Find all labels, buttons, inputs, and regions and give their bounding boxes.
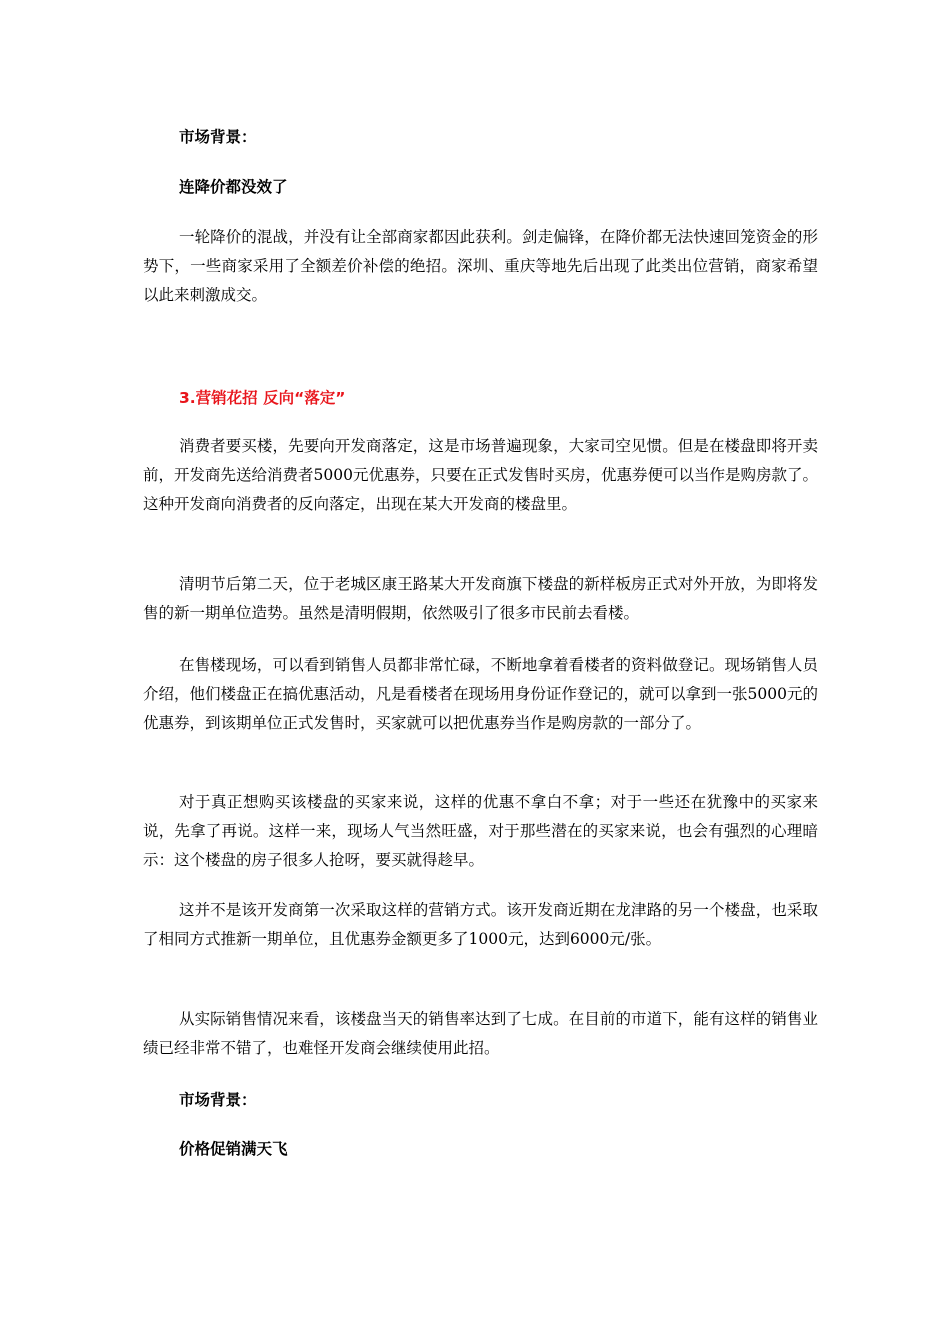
section-title-reverse-deposit: 3.营销花招 反向“落定” bbox=[179, 389, 346, 407]
subtitle-promotions-everywhere: 价格促销满天飞 bbox=[179, 1140, 288, 1158]
paragraph-sales-result: 从实际销售情况来看，该楼盘当天的销售率达到了七成。在目前的市道下，能有这样的销售业绩已经非常不错了，也难怪开发商会继续使用此招。 bbox=[143, 1010, 818, 1057]
paragraph-price-war: 一轮降价的混战，并没有让全部商家都因此获利。剑走偏锋，在降价都无法快速回笼资金的形势下，一些商家采用了全额差价补偿的绝招。深圳、重庆等地先后出现了此类出位营销，商家希望以此来刺激成交。 bbox=[143, 228, 818, 304]
paragraph-sales-office: 在售楼现场，可以看到销售人员都非常忙碌，不断地拿着看楼者的资料做登记。现场销售人员介绍，他们楼盘正在搞优惠活动，凡是看楼者在现场用身份证作登记的，就可以拿到一张5000元的优惠券，到该期单位正式发售时，买家就可以把优惠券当作是购房款的一部分了。 bbox=[143, 656, 818, 732]
subtitle-price-cut-ineffective: 连降价都没效了 bbox=[179, 178, 288, 196]
paragraph-qingming-showroom: 清明节后第二天，位于老城区康王路某大开发商旗下楼盘的新样板房正式对外开放，为即将发售的新一期单位造势。虽然是清明假期，依然吸引了很多市民前去看楼。 bbox=[143, 575, 818, 622]
market-background-label-1: 市场背景： bbox=[179, 128, 257, 146]
paragraph-longjin-road: 这并不是该开发商第一次采取这样的营销方式。该开发商近期在龙津路的另一个楼盘，也采取了相同方式推新一期单位，且优惠券金额更多了1000元，达到6000元/张。 bbox=[143, 901, 818, 948]
paragraph-reverse-deposit-intro: 消费者要买楼，先要向开发商落定，这是市场普遍现象，大家司空见惯。但是在楼盘即将开卖前，开发商先送给消费者5000元优惠券，只要在正式发售时买房，优惠券便可以当作是购房款了。这种开发商向消费者的反向落定，出现在某大开发商的楼盘里。 bbox=[143, 437, 818, 513]
market-background-label-2: 市场背景： bbox=[179, 1091, 257, 1109]
paragraph-buyer-psychology: 对于真正想购买该楼盘的买家来说，这样的优惠不拿白不拿；对于一些还在犹豫中的买家来说，先拿了再说。这样一来，现场人气当然旺盛，对于那些潜在的买家来说，也会有强烈的心理暗示：这个楼盘的房子很多人抢呀，要买就得趁早。 bbox=[143, 793, 818, 869]
